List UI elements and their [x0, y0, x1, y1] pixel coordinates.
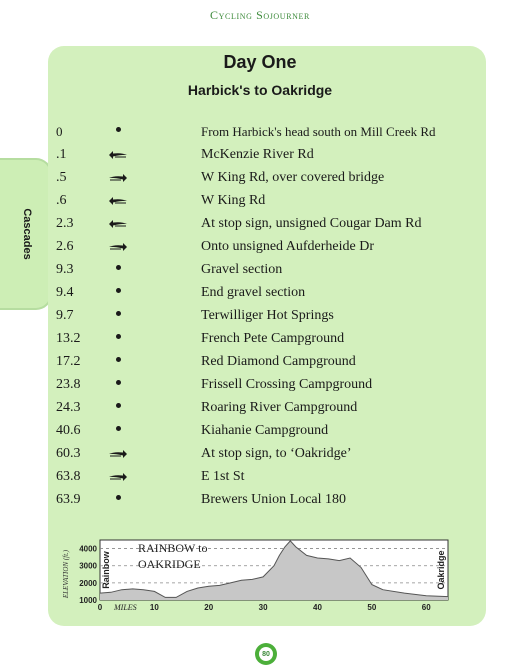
x-tick-label: 10	[149, 603, 159, 612]
cue-direction: From Harbick's head south on Mill Creek Rd	[201, 124, 436, 139]
cue-direction: Onto unsigned Aufderheide Dr	[201, 239, 375, 254]
page-number: 80	[259, 647, 273, 661]
cue-row	[0, 375, 520, 398]
cue-row	[0, 329, 520, 352]
y-tick-label: 1000	[79, 596, 97, 605]
x-tick-label: 50	[367, 603, 377, 612]
cue-row	[0, 467, 520, 490]
cue-direction: French Pete Campground	[201, 331, 345, 346]
cue-direction: E 1st St	[201, 469, 245, 484]
chart-title-line-1: RAINBOW to	[138, 541, 208, 555]
turn-right-icon	[104, 445, 132, 463]
day-title: Day One	[223, 52, 297, 72]
cue-direction: Frissell Crossing Campground	[201, 377, 373, 392]
cue-direction: Terwilliger Hot Springs	[201, 308, 334, 323]
end-label: Oakridge	[436, 550, 446, 590]
dot-icon	[104, 284, 132, 302]
cue-mileage: 63.9	[56, 492, 81, 507]
cue-row	[0, 145, 520, 168]
cue-row	[0, 237, 520, 260]
cue-mileage: .6	[56, 193, 67, 208]
x-tick-label: 0	[97, 603, 103, 612]
cue-row	[0, 214, 520, 237]
cue-mileage: 9.4	[56, 285, 74, 300]
elevation-profile-chart	[58, 532, 478, 618]
turn-right-icon	[104, 169, 132, 187]
dot-icon	[104, 422, 132, 440]
turn-right-icon	[104, 468, 132, 486]
cue-direction: Kiahanie Campground	[201, 423, 329, 438]
cue-direction: End gravel section	[201, 285, 306, 300]
cue-mileage: 9.3	[56, 262, 74, 277]
x-tick-label: 40	[313, 603, 322, 612]
y-tick-label: 3000	[79, 561, 97, 571]
y-axis-label: ELEVATION (ft.)	[62, 549, 70, 599]
cue-mileage: 24.3	[56, 400, 81, 415]
cue-mileage: .1	[56, 147, 67, 162]
running-header: Cycling Sojourner	[210, 8, 310, 22]
cue-mileage: 23.8	[56, 377, 81, 392]
x-tick-label: 20	[204, 603, 214, 612]
cue-row	[0, 306, 520, 329]
cue-direction: W King Rd, over covered bridge	[201, 170, 385, 185]
start-label: Rainbow	[101, 551, 111, 589]
cue-mileage: 63.8	[56, 469, 81, 484]
cue-mileage: 17.2	[56, 354, 81, 369]
cue-mileage: 2.6	[56, 239, 74, 254]
dot-icon	[104, 307, 132, 325]
y-tick-label: 4000	[79, 544, 97, 554]
cue-mileage: 9.7	[56, 308, 74, 323]
turn-left-icon	[104, 192, 132, 210]
cue-direction: At stop sign, to ‘Oakridge’	[201, 446, 352, 461]
dot-icon	[104, 399, 132, 417]
chart-title-line-2: OAKRIDGE	[138, 557, 201, 571]
cue-direction: Brewers Union Local 180	[201, 492, 347, 507]
cue-direction: Red Diamond Campground	[201, 354, 356, 369]
x-tick-label: 60	[421, 603, 431, 612]
cue-list	[0, 122, 520, 513]
page-number-badge	[255, 643, 277, 665]
x-tick-label: 30	[258, 603, 268, 612]
cue-row	[0, 191, 520, 214]
turn-left-icon	[104, 215, 132, 233]
cue-direction: Roaring River Campground	[201, 400, 358, 415]
cue-row	[0, 260, 520, 283]
cue-row	[0, 444, 520, 467]
section-tab-label: Cascades	[21, 208, 33, 260]
cue-mileage: 40.6	[56, 423, 81, 438]
cue-row	[0, 490, 520, 513]
cue-row	[0, 122, 520, 145]
y-tick-label: 2000	[79, 578, 97, 588]
cue-mileage: 60.3	[56, 446, 81, 461]
dot-icon	[104, 261, 132, 279]
dot-icon	[104, 353, 132, 371]
dot-icon	[104, 330, 132, 348]
cue-direction: W King Rd	[201, 193, 266, 208]
cue-mileage: .5	[56, 170, 67, 185]
cue-row	[0, 398, 520, 421]
x-axis-label: MILES	[114, 603, 137, 612]
cue-row	[0, 421, 520, 444]
cue-mileage: 0	[56, 124, 63, 139]
cue-mileage: 13.2	[56, 331, 81, 346]
route-subtitle: Harbick's to Oakridge	[187, 82, 333, 98]
dot-icon	[104, 123, 132, 141]
cue-direction: At stop sign, unsigned Cougar Dam Rd	[201, 216, 422, 231]
turn-right-icon	[104, 238, 132, 256]
cue-mileage: 2.3	[56, 216, 74, 231]
dot-icon	[104, 376, 132, 394]
cue-direction: McKenzie River Rd	[201, 147, 314, 162]
cue-direction: Gravel section	[201, 262, 283, 277]
dot-icon	[104, 491, 132, 509]
cue-row	[0, 168, 520, 191]
turn-left-icon	[104, 146, 132, 164]
cue-row	[0, 352, 520, 375]
cue-row	[0, 283, 520, 306]
